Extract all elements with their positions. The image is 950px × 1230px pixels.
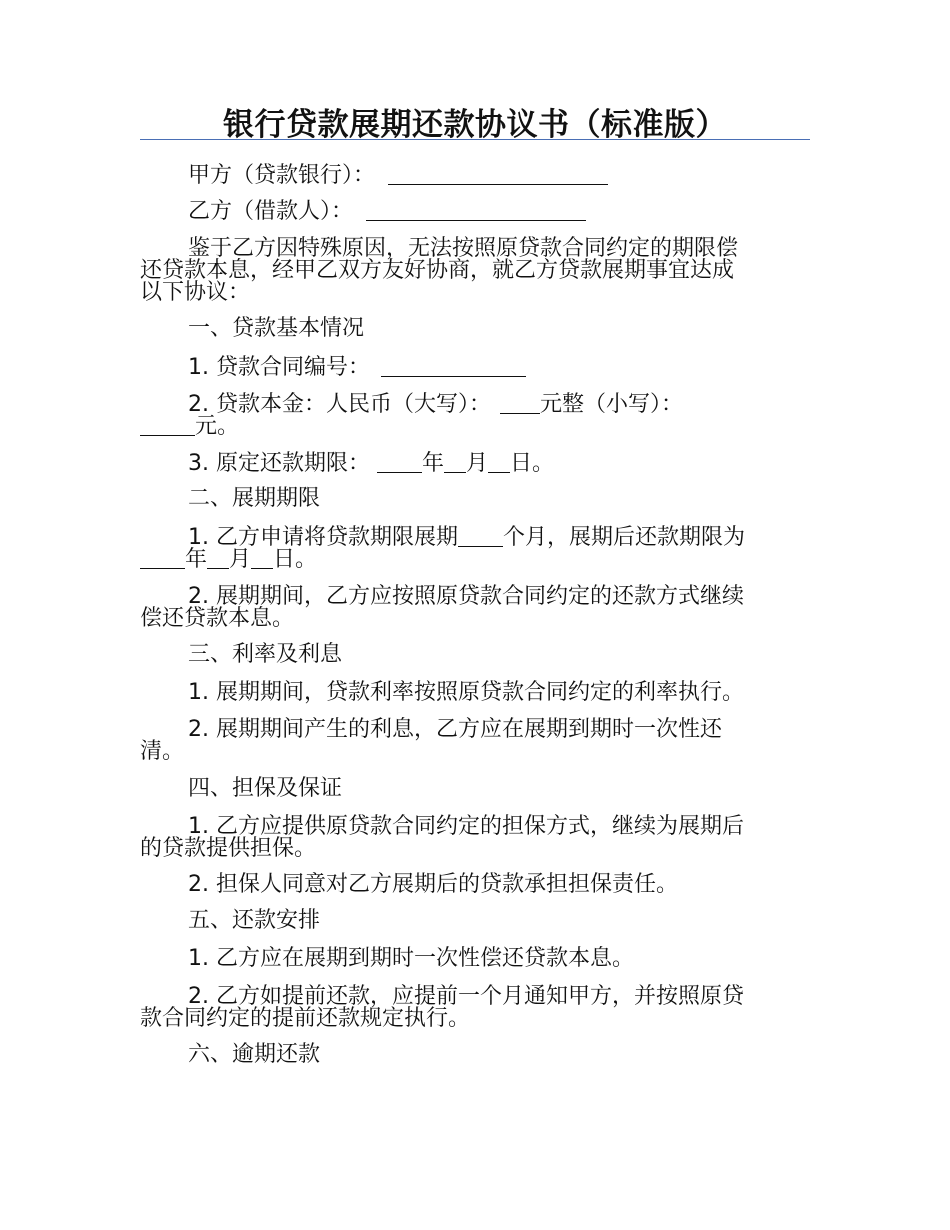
section-3-item-2-line-2: 清。 [140,739,185,764]
section-2-item-1 [140,526,860,549]
principal-label: 2. 贷款本金：人民币（大写）： [188,392,491,417]
section-4-item-1-line-1: 1. 乙方应提供原贷款合同约定的担保方式，继续为展期后 [188,814,744,839]
section-5-item-2-line-1: 2. 乙方如提前还款，应提前一个月通知甲方，并按照原贷 [188,984,744,1009]
preamble-line-1: 鉴于乙方因特殊原因，无法按照原贷款合同约定的期限偿 [188,236,739,261]
section-1-heading: 一、贷款基本情况 [188,316,365,341]
month-label: 月 [466,451,489,476]
day-label: 日。 [510,451,555,476]
section-3-item-2-line-1: 2. 展期期间产生的利息，乙方应在展期到期时一次性还 [188,717,722,742]
party-a-line [140,164,860,187]
party-a-label: 甲方（贷款银行）： [188,163,376,188]
section-4-item-1-line-2: 的贷款提供担保。 [140,836,317,861]
year-label: 年 [185,547,208,572]
party-b-label: 乙方（借款人）： [188,199,354,224]
section-5-item-2-line-2: 款合同约定的提前还款规定执行。 [140,1006,471,1031]
principal-lower-blank [140,415,195,436]
section-1-item-3 [140,452,860,475]
day-label: 日。 [273,547,318,572]
section-4-item-2: 2. 担保人同意对乙方展期后的贷款承担担保责任。 [188,872,678,897]
original-month-blank [444,452,466,473]
principal-upper-unit: 元整（小写）： [539,392,683,417]
original-day-blank [488,452,510,473]
preamble-line-3: 以下协议： [140,280,251,305]
document-title: 银行贷款展期还款协议书（标准版） [223,107,727,143]
year-label: 年 [421,451,444,476]
new-day-blank [251,548,273,569]
section-2-item-1-cont [140,548,812,571]
original-term-label: 3. 原定还款期限： [188,451,370,476]
contract-number-label: 1. 贷款合同编号： [188,355,370,380]
section-1-item-2-cont [140,415,812,438]
principal-lower-unit: 元。 [195,414,240,439]
section-4-heading: 四、担保及保证 [188,776,343,801]
section-5-item-1: 1. 乙方应在展期到期时一次性偿还贷款本息。 [188,946,634,971]
extension-new-term-text: 个月，展期后还款期限为 [502,525,745,550]
extension-request-text: 1. 乙方申请将贷款期限展期 [188,525,458,550]
section-2-heading: 二、展期期限 [188,486,321,511]
extension-months-blank [458,526,503,547]
section-5-heading: 五、还款安排 [188,908,321,933]
section-2-item-2-line-2: 偿还贷款本息。 [140,606,295,631]
party-b-line [140,200,860,223]
contract-number-blank [381,356,526,377]
section-3-item-1: 1. 展期期间，贷款利率按照原贷款合同约定的利率执行。 [188,680,744,705]
section-6-heading: 六、逾期还款 [188,1042,321,1067]
month-label: 月 [229,547,252,572]
party-b-blank [366,200,586,221]
section-1-item-1 [140,356,860,379]
principal-upper-blank [500,393,540,414]
section-1-item-2 [140,393,860,416]
section-2-item-2-line-1: 2. 展期期间，乙方应按照原贷款合同约定的还款方式继续 [188,584,744,609]
party-a-blank [388,164,608,185]
new-month-blank [207,548,229,569]
preamble-line-2: 还贷款本息，经甲乙双方友好协商，就乙方贷款展期事宜达成 [140,258,735,283]
new-year-blank [140,548,185,569]
original-year-blank [377,452,422,473]
section-3-heading: 三、利率及利息 [188,642,343,667]
title-underline [140,139,810,140]
